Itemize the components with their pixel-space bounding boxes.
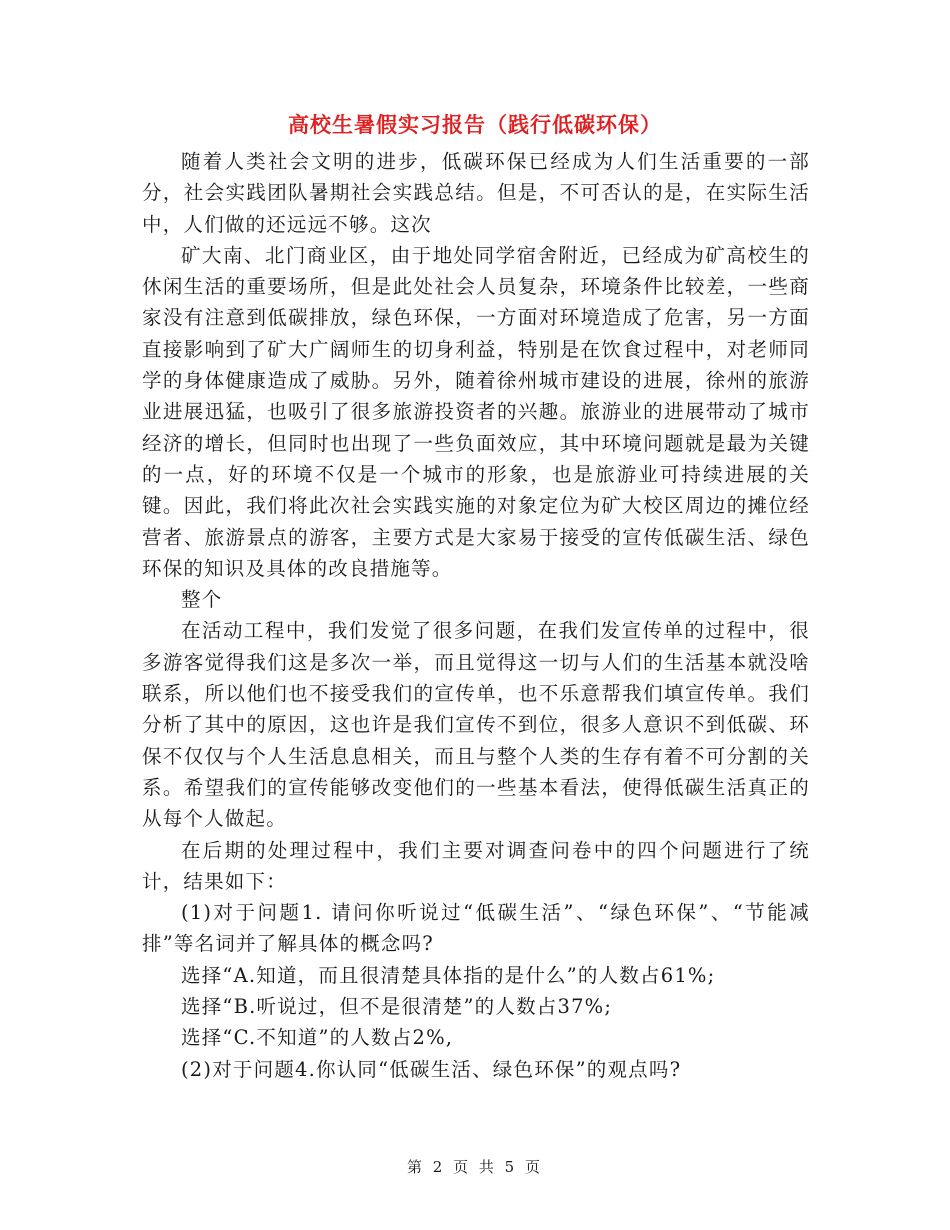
paragraph: 在活动工程中，我们发觉了很多问题，在我们发宣传单的过程中，很多游客觉得我们这是多次一举，而且觉得这一切与人们的生活基本就没啥联系，所以他们也不接受我们的宣传单，也不乐意帮我们填宣传单。我们分析了其中的原因，这也许是我们宣传不到位，很多人意识不到低碳、环保不仅仅与个人生活息息相关，而且与整个人类的生存有着不可分割的关系。希望我们的宣传能够改变他们的一些基本看法，使得低碳生活真正的从每个人做起。 xyxy=(142,619,810,831)
survey-question-1: (1)对于问题1. 请问你听说过“低碳生活”、“绿色环保”、“节能减排”等名词并了解具体的概念吗? xyxy=(142,901,810,956)
survey-answer-c: 选择“C.不知道”的人数占2%, xyxy=(181,1026,454,1050)
paragraph: 矿大南、北门商业区，由于地处同学宿舍附近，已经成为矿高校生的休闲生活的重要场所，但是此处社会人员复杂，环境条件比较差，一些商家没有注意到低碳排放，绿色环保，一方面对环境造成了危害，另一方面直接影响到了矿大广阔师生的切身利益，特别是在饮食过程中，对老师同学的身体健康造成了威胁。另外，随着徐州城市建设的进展，徐州的旅游业进展迅猛，也吸引了很多旅游投资者的兴趣。旅游业的进展带动了城市经济的增长，但同时也出现了一些负面效应，其中环境问题就是最为关键的一点，好的环境不仅是一个城市的形象，也是旅游业可持续进展的关键。因此，我们将此次社会实践实施的对象定位为矿大校区周边的摊位经营者、旅游景点的游客，主要方式是大家易于接受的宣传低碳生活、绿色环保的知识及具体的改良措施等。 xyxy=(142,243,810,580)
survey-question-2: (2)对于问题4.你认同“低碳生活、绿色环保”的观点吗? xyxy=(181,1057,682,1081)
paragraph: 随着人类社会文明的进步，低碳环保已经成为人们生活重要的一部分，社会实践团队暑期社会实践总结。但是，不可否认的是，在实际生活中，人们做的还远远不够。这次 xyxy=(142,150,810,236)
survey-answer-a: 选择“A.知道，而且很清楚具体指的是什么”的人数占61%; xyxy=(181,963,716,987)
survey-answer-b: 选择“B.听说过，但不是很清楚”的人数占37%; xyxy=(181,995,613,1019)
paragraph: 在后期的处理过程中，我们主要对调查问卷中的四个问题进行了统计，结果如下： xyxy=(142,838,810,893)
document-title: 高校生暑假实习报告（践行低碳环保） xyxy=(288,112,662,137)
page-number-footer: 第 2 页 共 5 页 xyxy=(407,1158,543,1176)
paragraph: 整个 xyxy=(181,588,223,612)
document-body xyxy=(142,146,810,1085)
